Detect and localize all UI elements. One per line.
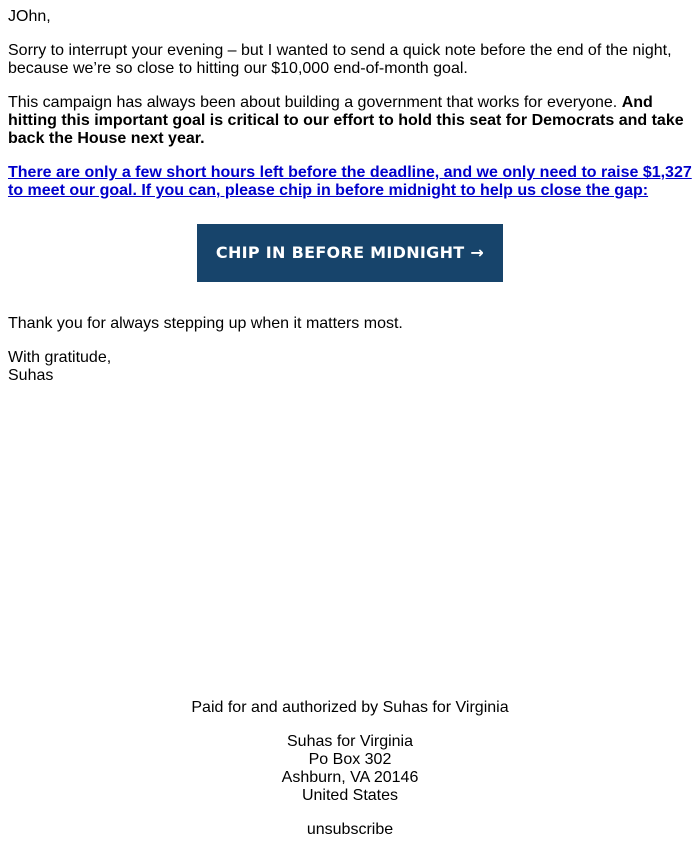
cta-button-container (8, 224, 692, 282)
signature-text: Suhas (8, 367, 54, 384)
campaign-paragraph-bold: And hitting this important goal is critical to our effort to hold this seat for Democrats and take back the House next year. (8, 94, 684, 147)
cta-paragraph (8, 164, 694, 200)
email-footer (0, 699, 700, 839)
footer-org-name: Suhas for Virginia (287, 733, 413, 750)
unsubscribe-link[interactable]: unsubscribe (306, 821, 394, 838)
paid-for-disclaimer: Paid for and authorized by Suhas for Virginia (191, 699, 509, 716)
email-body (8, 8, 698, 385)
thanks-text: Thank you for always stepping up when it matters most. (8, 315, 403, 332)
campaign-paragraph (8, 94, 692, 148)
footer-country: United States (301, 787, 399, 804)
signoff-text: With gratitude, (8, 349, 112, 366)
donate-link[interactable]: There are only a few short hours left before the deadline, and we only need to raise $1,327 to meet our goal. If you can, please chip in before midnight to help us close the gap: (8, 164, 692, 199)
campaign-paragraph-regular: This campaign has always been about building a government that works for everyone. (8, 94, 622, 111)
chip-in-button[interactable]: CHIP IN BEFORE MIDNIGHT → (197, 224, 503, 282)
footer-address-line1: Po Box 302 (308, 751, 392, 768)
intro-paragraph: Sorry to interrupt your evening – but I wanted to send a quick note before the end of the night, because we’re so close to hitting our $10,000 end-of-month goal. (8, 42, 672, 77)
footer-address-line2: Ashburn, VA 20146 (281, 769, 419, 786)
greeting: JOhn, (8, 8, 51, 25)
